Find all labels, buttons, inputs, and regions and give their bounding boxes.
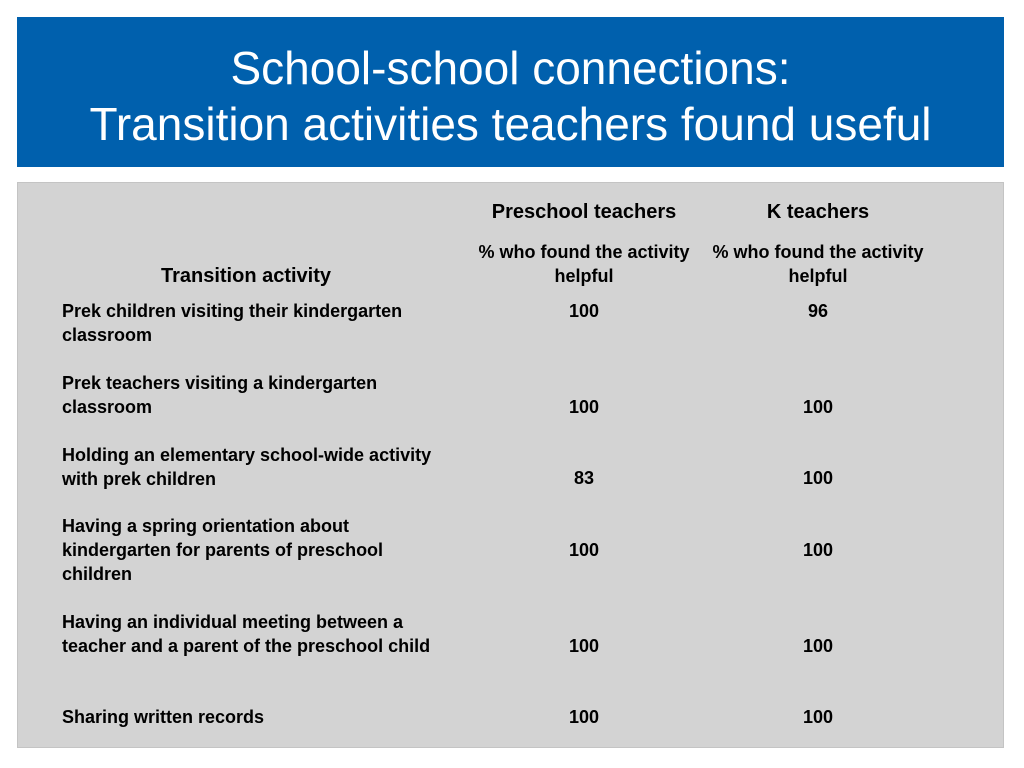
table-row-preschool-value: 83 — [573, 468, 595, 488]
table-row-preschool-value: 100 — [568, 707, 600, 727]
k-teachers-header: K teachers — [766, 201, 870, 223]
table-row-preschool-value: 100 — [568, 301, 600, 321]
transition-activity-header: Transition activity — [160, 265, 332, 287]
slide-title-line-1: School-school connections: — [230, 42, 791, 94]
table-row-k-value: 100 — [802, 707, 834, 727]
table-row-k-value: 96 — [807, 301, 829, 321]
title-banner — [17, 17, 1004, 167]
activity-table — [17, 182, 1004, 748]
preschool-percent-header: % who found the activity helpful — [478, 242, 690, 286]
table-row-k-value: 100 — [802, 540, 834, 560]
table-row-activity: Prek teachers visiting a kindergarten classroom — [62, 373, 378, 417]
table-row-activity: Having a spring orientation about kindergarten for parents of preschool children — [62, 516, 384, 584]
k-percent-header: % who found the activity helpful — [712, 242, 924, 286]
table-row-preschool-value: 100 — [568, 540, 600, 560]
table-row-activity: Holding an elementary school-wide activity with prek children — [62, 445, 432, 489]
table-row-preschool-value: 100 — [568, 636, 600, 656]
table-row-preschool-value: 100 — [568, 397, 600, 417]
table-row-activity: Having an individual meeting between a teacher and a parent of the preschool child — [62, 612, 431, 656]
table-row-k-value: 100 — [802, 468, 834, 488]
table-row-k-value: 100 — [802, 636, 834, 656]
table-row-activity: Prek children visiting their kindergarten classroom — [62, 301, 403, 345]
table-row-activity: Sharing written records — [62, 707, 265, 727]
preschool-teachers-header: Preschool teachers — [491, 201, 677, 223]
table-row-k-value: 100 — [802, 397, 834, 417]
slide-title-line-2: Transition activities teachers found useful — [89, 98, 932, 150]
